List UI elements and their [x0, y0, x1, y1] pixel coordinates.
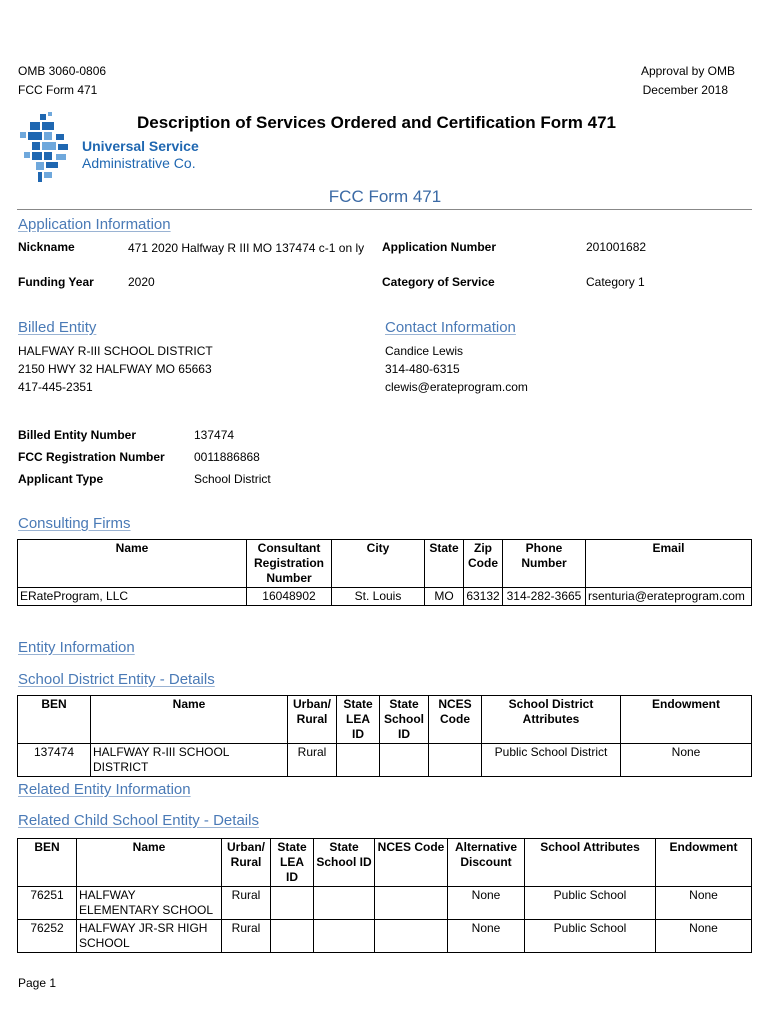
column-header: Email [586, 540, 752, 588]
child-endowment: None [656, 887, 752, 920]
consultant-name: ERateProgram, LLC [18, 588, 247, 606]
table-row [18, 588, 752, 606]
form-name: FCC Form 471 [18, 83, 98, 97]
child-state-school-id [314, 920, 375, 953]
table-row [18, 887, 752, 920]
applicant-type-label: Applicant Type [18, 472, 104, 486]
applicant-type-value: School District [194, 472, 271, 486]
contact-email: clewis@erateprogram.com [385, 380, 528, 394]
district-name: HALFWAY R-III SCHOOL DISTRICT [91, 744, 288, 777]
column-header: State School ID [380, 696, 429, 744]
consultant-registration: 16048902 [247, 588, 332, 606]
column-header: NCES Code [375, 839, 448, 887]
form-subtitle: FCC Form 471 [328, 187, 442, 206]
table-row [18, 744, 752, 777]
column-header: School Attributes [525, 839, 656, 887]
child-name: HALFWAY JR-SR HIGH SCHOOL [77, 920, 222, 953]
title-divider [17, 209, 752, 210]
child-nces-code [375, 887, 448, 920]
district-endowment: None [621, 744, 752, 777]
consultant-zip: 63132 [464, 588, 503, 606]
child-urban-rural: Rural [222, 887, 271, 920]
child-ben: 76252 [18, 920, 77, 953]
child-alternative-discount: None [448, 887, 525, 920]
column-header: Endowment [656, 839, 752, 887]
district-state-school-id [380, 744, 429, 777]
nickname-label: Nickname [18, 240, 75, 254]
child-state-lea-id [271, 887, 314, 920]
column-header: NCES Code [429, 696, 482, 744]
column-header: State [425, 540, 464, 588]
entity-info-heading: Entity Information [18, 639, 135, 656]
child-nces-code [375, 920, 448, 953]
column-header: Name [18, 540, 247, 588]
child-alternative-discount: None [448, 920, 525, 953]
table-header-row [18, 540, 752, 588]
table-header-row [18, 696, 752, 744]
child-school-attributes: Public School [525, 887, 656, 920]
column-header: Endowment [621, 696, 752, 744]
column-header: Urban/ Rural [222, 839, 271, 887]
billed-entity-heading: Billed Entity [18, 319, 97, 336]
page-title: Description of Services Ordered and Certification Form 471 [137, 113, 616, 132]
billed-entity-address: 2150 HWY 32 HALFWAY MO 65663 [18, 362, 212, 376]
consultant-email: rsenturia@erateprogram.com [586, 588, 752, 606]
contact-info-heading: Contact Information [385, 319, 516, 336]
school-district-table [17, 695, 752, 777]
application-info-heading: Application Information [18, 216, 171, 233]
contact-name: Candice Lewis [385, 344, 464, 358]
column-header: BEN [18, 696, 91, 744]
column-header: Zip Code [464, 540, 503, 588]
consulting-firms-table [17, 539, 752, 606]
omb-approval: Approval by OMB [640, 64, 735, 78]
district-urban-rural: Rural [288, 744, 337, 777]
column-header: State LEA ID [271, 839, 314, 887]
column-header: State LEA ID [337, 696, 380, 744]
district-state-lea-id [337, 744, 380, 777]
fcc-registration-label: FCC Registration Number [18, 450, 165, 464]
table-row [18, 920, 752, 953]
billed-entity-name: HALFWAY R-III SCHOOL DISTRICT [18, 344, 213, 358]
child-name: HALFWAY ELEMENTARY SCHOOL [77, 887, 222, 920]
category-label: Category of Service [382, 275, 495, 289]
column-header: Name [77, 839, 222, 887]
child-school-table [17, 838, 752, 953]
billed-entity-phone: 417-445-2351 [18, 380, 93, 394]
consultant-city: St. Louis [332, 588, 425, 606]
child-state-school-id [314, 887, 375, 920]
column-header: State School ID [314, 839, 375, 887]
district-attributes: Public School District [482, 744, 621, 777]
column-header: BEN [18, 839, 77, 887]
funding-year-value: 2020 [128, 275, 155, 289]
child-school-heading: Related Child School Entity - Details [18, 812, 259, 829]
logo-text-line2: Administrative Co. [82, 155, 196, 171]
related-entity-heading: Related Entity Information [18, 781, 191, 798]
table-header-row [18, 839, 752, 887]
column-header: School District Attributes [482, 696, 621, 744]
page-number: Page 1 [18, 976, 57, 990]
category-value: Category 1 [586, 275, 645, 289]
ben-label: Billed Entity Number [18, 428, 137, 442]
child-urban-rural: Rural [222, 920, 271, 953]
school-district-heading: School District Entity - Details [18, 671, 215, 688]
column-header: Urban/ Rural [288, 696, 337, 744]
district-nces-code [429, 744, 482, 777]
child-school-attributes: Public School [525, 920, 656, 953]
consulting-firms-heading: Consulting Firms [18, 515, 131, 532]
column-header: City [332, 540, 425, 588]
column-header: Phone Number [503, 540, 586, 588]
application-number-value: 201001682 [586, 240, 647, 254]
column-header: Name [91, 696, 288, 744]
funding-year-label: Funding Year [18, 275, 94, 289]
logo-text-line1: Universal Service [82, 138, 199, 154]
child-endowment: None [656, 920, 752, 953]
child-ben: 76251 [18, 887, 77, 920]
fcc-registration-value: 0011886868 [194, 450, 260, 464]
ben-value: 137474 [194, 428, 235, 442]
district-ben: 137474 [18, 744, 91, 777]
nickname-value: 471 2020 Halfway R III MO 137474 c-1 on ly [128, 241, 365, 255]
column-header: Alternative Discount [448, 839, 525, 887]
column-header: Consultant Registration Number [247, 540, 332, 588]
consultant-phone: 314-282-3665 [503, 588, 586, 606]
omb-number: OMB 3060-0806 [18, 64, 107, 78]
usac-logo-icon [16, 112, 76, 184]
consultant-state: MO [425, 588, 464, 606]
child-state-lea-id [271, 920, 314, 953]
application-number-label: Application Number [382, 240, 497, 254]
contact-phone: 314-480-6315 [385, 362, 460, 376]
form-date: December 2018 [642, 83, 728, 97]
